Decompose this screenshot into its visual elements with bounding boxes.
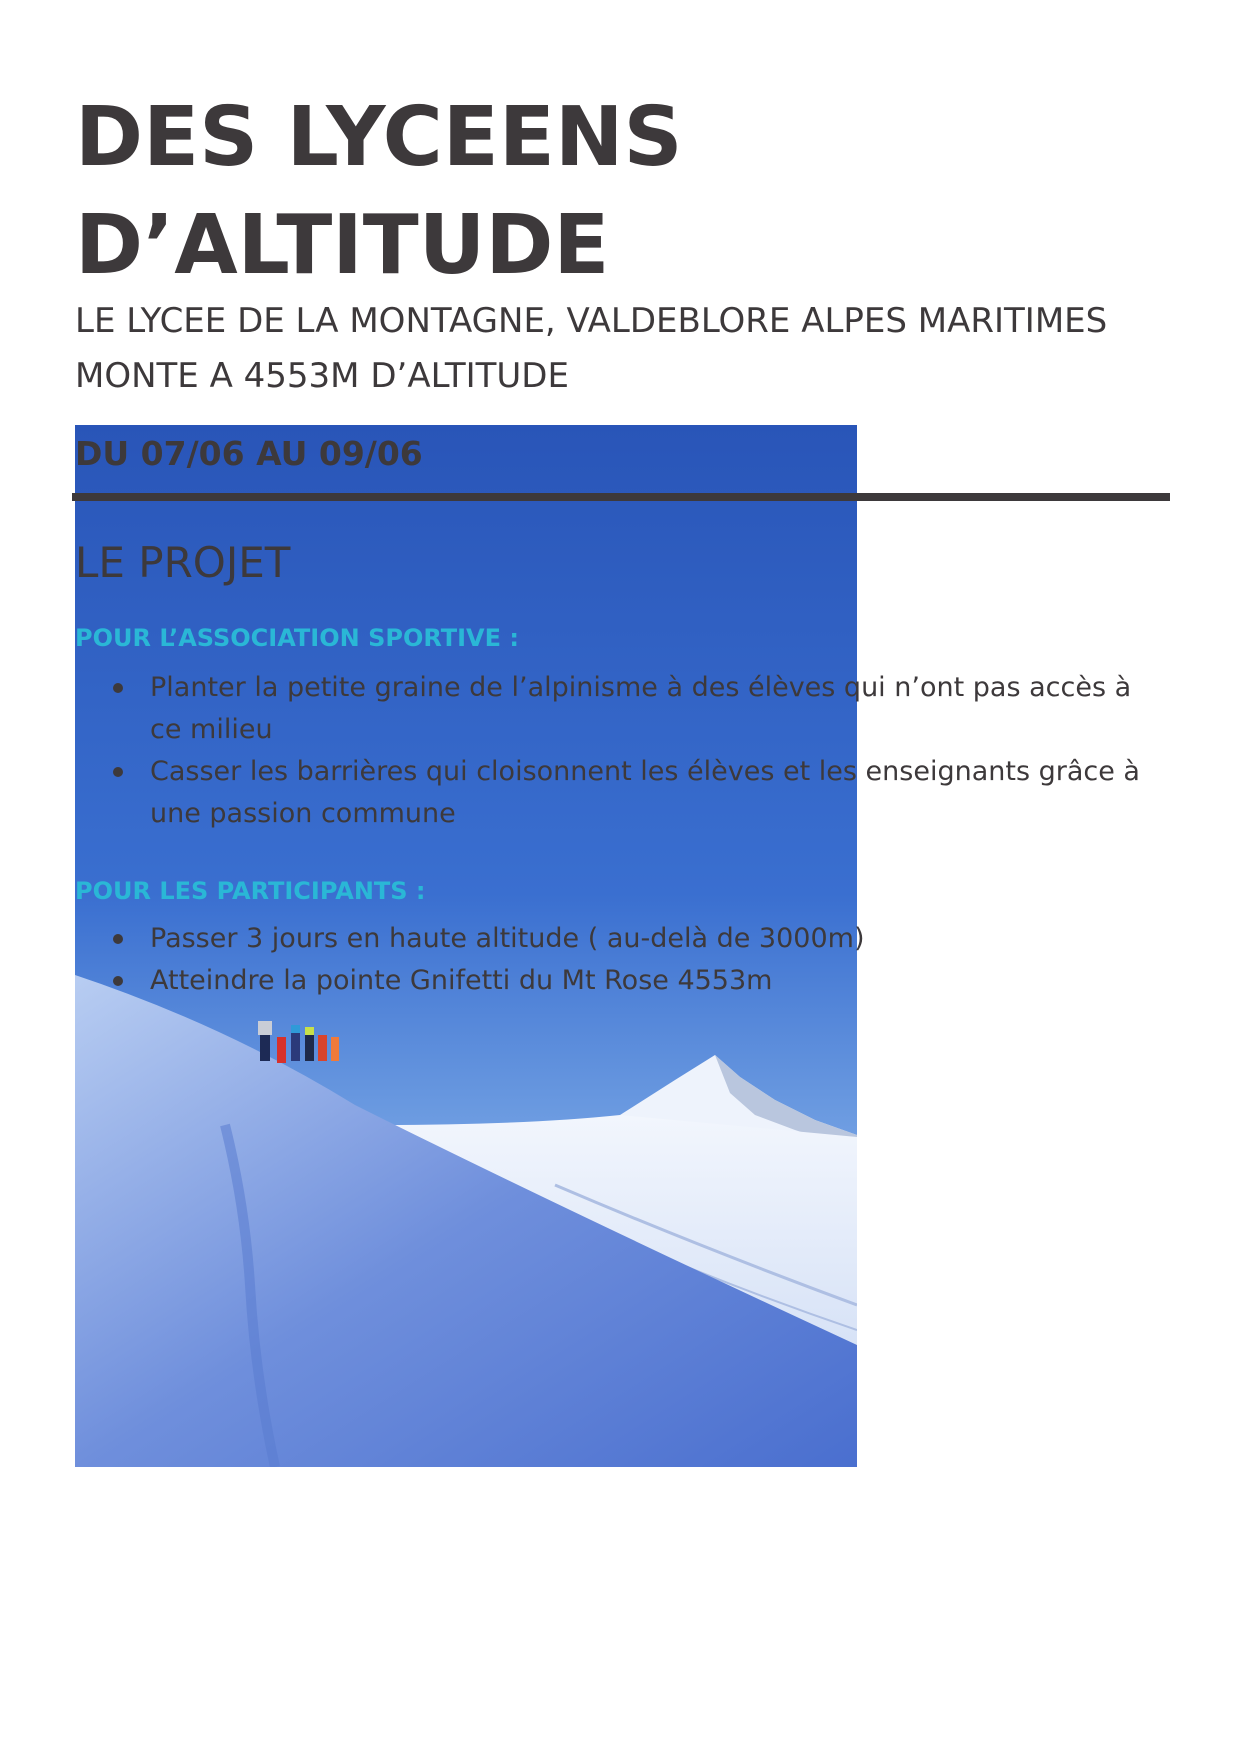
section-title-project: LE PROJET — [75, 538, 291, 587]
horizontal-divider — [72, 493, 1170, 501]
subheading-association: POUR L’ASSOCIATION SPORTIVE : — [75, 624, 519, 652]
event-dates: DU 07/06 AU 09/06 — [75, 434, 423, 473]
subheading-participants: POUR LES PARTICIPANTS : — [75, 877, 426, 905]
list-item-text: Passer 3 jours en haute altitude ( au-delà de 3000m) — [150, 923, 865, 954]
bullet-icon — [113, 976, 123, 986]
list-item-text: Atteindre la pointe Gnifetti du Mt Rose 4553m — [150, 965, 773, 996]
list-item-text: Casser les barrières qui cloisonnent les élèves et les enseignants grâce à une passion commune — [150, 756, 1140, 829]
participants-goals-list — [75, 918, 1155, 1002]
bullet-icon — [113, 767, 123, 777]
association-goals-list — [75, 667, 1155, 835]
document-title — [75, 84, 683, 300]
bullet-icon — [113, 683, 123, 693]
title-line-2: D’ALTITUDE — [75, 198, 610, 293]
document-subtitle — [75, 294, 1107, 404]
list-item — [75, 960, 1155, 1002]
subtitle-line-2: MONTE A 4553M D’ALTITUDE — [75, 356, 569, 396]
subtitle-line-1: LE LYCEE DE LA MONTAGNE, VALDEBLORE ALPES MARITIMES — [75, 301, 1108, 341]
list-item-text: Planter la petite graine de l’alpinisme à des élèves qui n’ont pas accès à ce milieu — [150, 672, 1132, 745]
title-line-1: DES LYCEENS — [75, 90, 683, 185]
list-item — [75, 918, 1155, 960]
list-item — [75, 667, 1155, 751]
list-item — [75, 751, 1155, 835]
bullet-icon — [113, 934, 123, 944]
